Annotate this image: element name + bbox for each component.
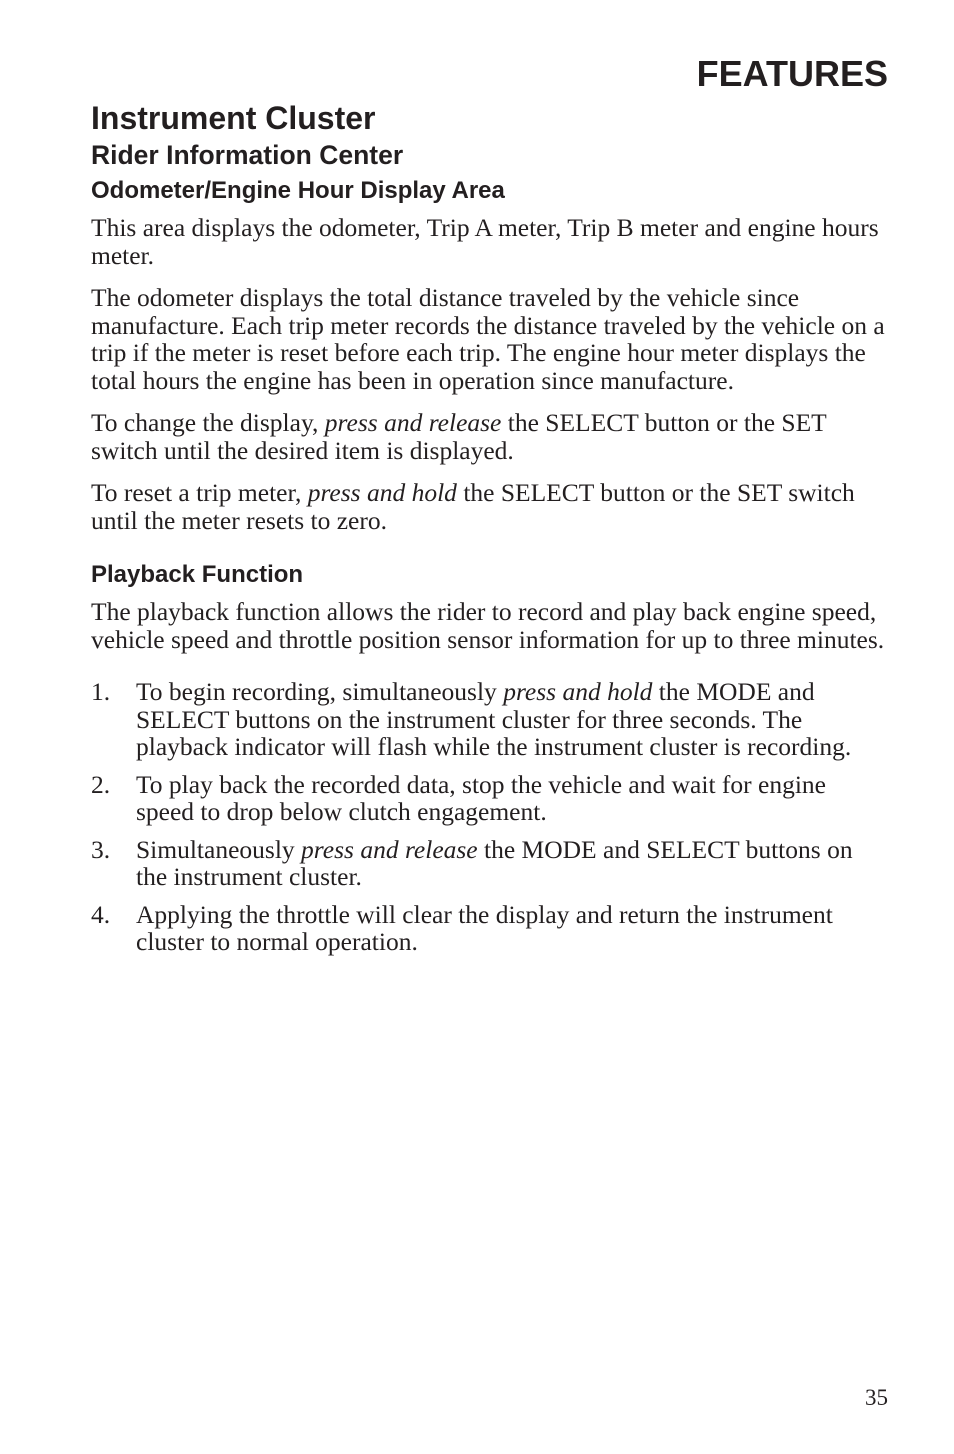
playback-heading: Playback Function [91,561,304,588]
section-header: FEATURES [696,53,888,94]
step-number: 2. [91,769,111,799]
step-number: 1. [91,677,111,706]
step-text [136,771,889,826]
list-item [91,678,889,761]
page-number: 35 [865,1385,888,1410]
text-run: the SELECT button or the SET switch until the desired item is displayed. [91,408,827,465]
step-number: 4. [91,899,111,929]
playback-intro: The playback function allows the rider to record and play back engine speed, vehicle speed and throttle position sensor information for up to three minutes. [91,597,885,654]
step-text [136,678,889,761]
emphasis-text: press and release [301,834,478,864]
text-run: To change the display, [91,408,325,437]
text-run: To play back the recorded data, stop the vehicle and wait for engine speed to drop below clutch engagement. [136,769,826,826]
step-number: 3. [91,834,111,864]
emphasis-text: press and hold [307,478,457,507]
list-item [91,901,889,956]
odometer-paragraph-1: This area displays the odometer, Trip A meter, Trip B meter and engine hours meter. [91,213,879,270]
list-item [91,771,889,826]
text-run: the MODE and SELECT buttons on the instrument cluster. [136,834,853,891]
odometer-paragraph-2: The odometer displays the total distance traveled by the vehicle since manufacture. Each trip meter records the distance traveled by the vehicle on a trip if the meter is reset before each trip. The engine hour meter displays the total hours the engine has been in operation since manufacture. [91,283,885,395]
odometer-paragraph-4 [91,479,889,534]
page-title: Instrument Cluster [91,100,376,136]
text-run: Simultaneously [136,834,302,864]
text-run: the MODE and SELECT buttons on the instrument cluster for three seconds. The playback indicator will flash while the instrument cluster is recording. [136,677,852,761]
step-text [136,901,889,956]
playback-steps-list [91,678,889,956]
page-content [91,98,889,966]
text-run: To begin recording, simultaneously [136,677,504,706]
emphasis-text: press and hold [503,677,653,706]
emphasis-text: press and release [324,408,502,437]
section-subtitle: Rider Information Center [91,140,404,170]
step-text [136,836,889,891]
text-run: To reset a trip meter, [91,478,308,507]
odometer-paragraph-3 [91,409,889,464]
odometer-heading: Odometer/Engine Hour Display Area [91,177,505,204]
list-item [91,836,889,891]
text-run: the SELECT button or the SET switch until the meter resets to zero. [91,478,855,535]
text-run: Applying the throttle will clear the display and return the instrument cluster to normal operation. [136,899,833,956]
